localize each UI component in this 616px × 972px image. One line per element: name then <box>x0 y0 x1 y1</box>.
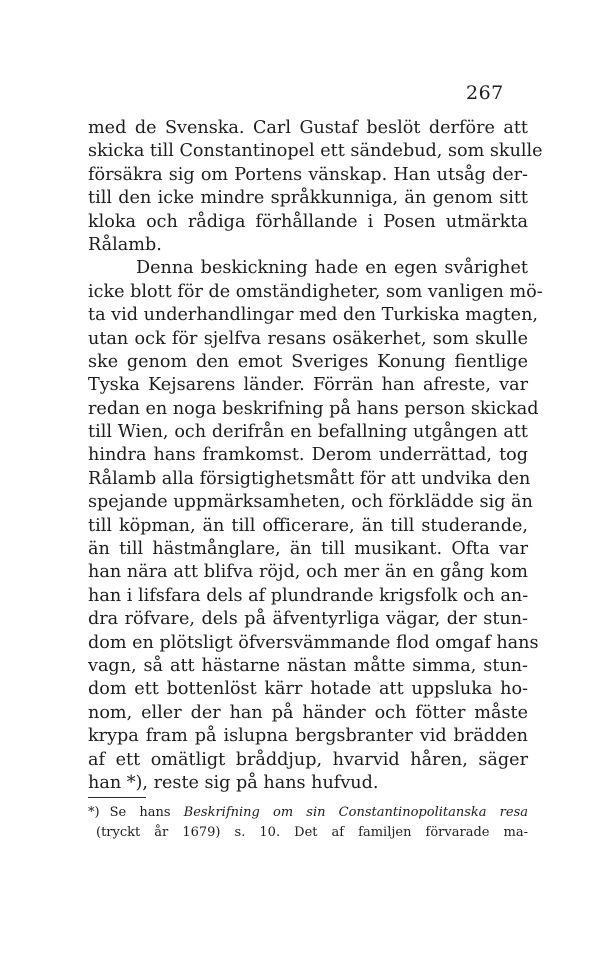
footnote-text: Se hans <box>109 805 171 820</box>
page-number: 267 <box>466 82 504 104</box>
text-line: vagn, så att hästarne nästan måtte simma, stun- <box>88 655 528 676</box>
text-line: försäkra sig om Portens vänskap. Han utsåg der- <box>88 164 528 185</box>
text-line: han nära att blifva röjd, och mer än en gång kom <box>88 562 528 583</box>
text-line: af ett omätligt bråddjup, hvarvid håren, säger <box>88 749 528 770</box>
text-line: dra röfvare, dels på äfventyrliga vägar, der stun- <box>88 609 528 630</box>
text-line: kloka och rådiga förhållande i Posen utmärkta <box>88 211 528 232</box>
text-line: till den icke mindre språkkunniga, än genom sitt <box>88 188 528 209</box>
text-line: krypa fram på islupna bergsbranter vid brädden <box>88 726 528 747</box>
text-line: hindra hans framkomst. Derom underrättad, tog <box>88 445 528 466</box>
text-line: till Wien, och derifrån en befallning utgången att <box>88 422 528 443</box>
text-line: ske genom den emot Sveriges Konung fientlige <box>88 351 528 372</box>
text-line: Rålamb. <box>88 234 162 255</box>
text-line: han *), reste sig på hans hufvud. <box>88 772 379 793</box>
footnote <box>88 803 528 843</box>
text-line: skicka till Constantinopel ett sändebud, som skulle <box>88 141 543 162</box>
text-line: Tyska Kejsarens länder. Förrän han afreste, var <box>88 375 528 396</box>
text-line: dom en plötsligt öfversvämmande flod omgaf hans <box>88 632 539 653</box>
text-line: utan ock för sjelfva resans osäkerhet, som skulle <box>88 328 528 349</box>
text-line: Denna beskickning hade en egen svårighet <box>136 258 528 279</box>
text-line: redan en noga beskrifning på hans person skickad <box>88 398 539 419</box>
text-line: till köpman, än till officerare, än till studerande, <box>88 515 528 536</box>
footnote-line: (tryckt år 1679) s. 10. Det af familjen förvarade ma- <box>96 825 528 840</box>
text-line: han i lifsfara dels af plundrande krigsfolk och an- <box>88 585 529 606</box>
footnote-line <box>88 803 528 823</box>
footnote-title: Beskrifning om sin <box>183 805 326 820</box>
text-line: med de Svenska. Carl Gustaf beslöt derföre att <box>88 118 528 138</box>
body-text <box>88 117 543 795</box>
text-line: än till hästmånglare, än till musikant. Ofta var <box>88 539 528 560</box>
footnote-title: Constantinopolitanska resa <box>338 805 529 820</box>
footnote-divider <box>88 797 146 798</box>
text-line: ta vid underhandlingar med den Turkiska magten, <box>88 305 538 326</box>
text-line: spejande uppmärksamheten, och förklädde sig än <box>88 492 533 513</box>
text-line: Rålamb alla försigtighetsmått för att undvika den <box>88 468 531 489</box>
text-line: nom, eller der han på händer och fötter måste <box>88 702 528 723</box>
text-line: dom ett bottenlöst kärr hotade att uppsluka ho- <box>88 679 528 700</box>
footnote-marker: *) <box>88 805 100 820</box>
text-line: icke blott för de omständigheter, som vanligen mö- <box>88 281 543 302</box>
